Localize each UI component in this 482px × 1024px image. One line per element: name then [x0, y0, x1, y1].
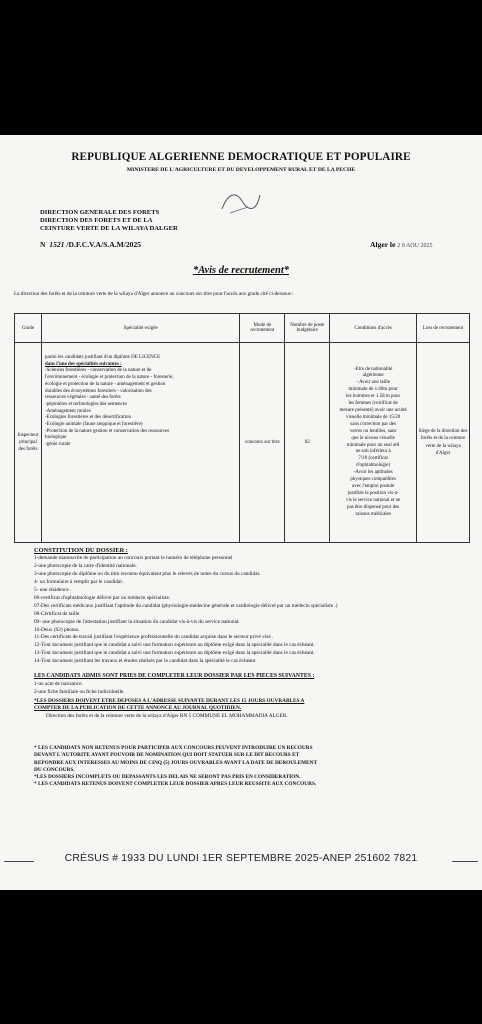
list-item: 2-une photocopie de la carte d'identité nationale.	[34, 562, 137, 569]
publication-footer: CRÉSUS # 1933 DU LUNDI 1ER SEPTEMBRE 2025-ANEP 251602 7821	[64, 853, 418, 864]
depot-section	[34, 698, 304, 720]
admis-title: LES CANDIDATS ADMIS SONT PRIES DE COMPLETER LEUR DOSSIER PAR LES PIECES SUIVANTES :	[34, 673, 315, 679]
list-item: 09- une photocopie de l'attestation justifiant la situation du candidat vis-à-vis du service national.	[34, 618, 240, 625]
document-page	[0, 135, 482, 890]
depot-line-1: *LES DOSSIERS DOIVENT ETRE DEPOSES A L'ADRESSE SUIVANTE DURANT LES 15 JOURS OUVRABLES A	[34, 698, 305, 704]
direction-line-3: CEINTURE VERTE DE LA WILAYA DALGER	[40, 225, 178, 232]
table-row	[15, 343, 470, 543]
list-item: 14-Tout document justifiant les travaux et études réalisés par le candidat dans la spécialité le cas échéant	[34, 658, 256, 665]
list-item: 08-Certificat de taille	[34, 610, 80, 617]
cell-lieu: Siège de la direction des forêts et de la ceinture verte de la wilaya d'Alger	[417, 343, 470, 543]
header-grade: Grade	[15, 314, 42, 343]
direction-line-2: DIRECTION DES FORETS ET DE LA	[40, 217, 153, 224]
recruitment-table	[14, 313, 470, 543]
note-line: REPONDRE AUX INTERESSES AU MOINS DE CINQ (5) JOURS OUVRABLES AVANT LA DATE DE DEROULEMENT	[34, 759, 318, 766]
note-line: * LES CANDIDATS RETENUS DOIVENT COMPLETER LEUR DOSSIER APRES LEUR REUSSITE AUX CONCOURS.	[34, 781, 317, 788]
intro-text: La direction des forêts et de la ceinture verte de la wilaya d'Alger annonce un concours sur titre pour l'accès aux grade cité ci-dessous :	[14, 291, 294, 297]
cell-specialite: parmi les candidats justifiant d'un diplôme DE LICENCE dans l'une des spécialités suivantes : -Sciences forestières - conservation de la nature et de l'environnement - écologie et protection de la nature - foresterie, écologie et protection de la nature - aménagement et gestion durables des écosystèmes forestiers - valorisation des ressources végétales - santé des forêts -pépinières et technologies des semences -Aménagement rurales -Ecologies forestières et des désertification -Ecologie animale (faune steppique et forestière) -Protection de la nature gestion et conservation des ressources biologique -génie rurale	[41, 343, 239, 543]
dossier-section	[34, 547, 338, 666]
cell-mode: concours sur titre	[240, 343, 285, 543]
list-item: 11-Des certificats de travail justifiant l'expérience professionnelle du candidat acquise dans le secteur privé visé .	[34, 634, 274, 641]
list-item: 2-une fiche familiale ou fiche individuelle.	[34, 688, 125, 695]
list-item: 10-Deux (02) photos.	[34, 626, 80, 633]
direction-line-1: DIRECTION GENERALE DES FORETS	[40, 209, 160, 216]
note-line: * LES CANDIDATS NON RETENUS POUR PARTICIPER AUX CONCOURS PEUVENT INTRODUIRE UN RECOURS	[34, 745, 313, 751]
list-item: 12-Tout document justifiant que le candidat a suivi une formation supérieure au diplôme exigé dans la spécialité dans le cas échéant.	[34, 642, 315, 649]
note-line: DU CONCOURS.	[34, 766, 75, 773]
list-item: 06-certificat d'ophtalmologie délivré par un médecin spécialiste.	[34, 594, 171, 601]
signature-mark	[218, 187, 264, 219]
header-specialite: Spécialité exigée	[41, 314, 239, 343]
depot-address: Direction des forêts et de la ceinture verte de la wilaya d'Alger RN 5 COMMUNE EL MOHAMMADIA ALGER.	[46, 712, 288, 719]
notes-section	[34, 745, 317, 789]
list-item: 1-un acte de naissance.	[34, 680, 83, 687]
list-item: 5- une résidence .	[34, 586, 72, 593]
list-item: 07-Des certificats médicaux justifiant l'aptitude du candidat (physiologie-médecine générale et cardiologie délivré par un médecin spécialiste .)	[34, 602, 338, 609]
footer-rule-right	[452, 861, 478, 862]
cell-grade: Inspecteur principal des forêts	[15, 343, 42, 543]
header-conditions: Conditions d'accès	[330, 314, 417, 343]
reference-number: N 1521 /D.F.C.V.A/S.A.M/2025	[40, 240, 142, 249]
note-line: *LES DOSSIERS INCOMPLETS OU DEPASSANTS LES DELAIS NE SERONT PAS PRIS EN CONSIDERATION.	[34, 774, 301, 781]
header-mode: Mode de recrutement	[240, 314, 285, 343]
ministry-heading: MINISTERE DE L'AGRICULTURE ET DU DEVELOPPEMENT RURAL ET DE LA PECHE	[126, 167, 356, 173]
notice-title: *Avis de recrutement*	[192, 265, 290, 276]
list-item: 1-demande manuscrite de participation au concours portant le numéro de téléphone personnel	[34, 554, 233, 561]
place-date: Alger le 2 0 AOU 2025	[370, 240, 433, 249]
list-item: 4- un formulaire à remplir par le candidat .	[34, 578, 125, 585]
table-header-row	[15, 314, 470, 343]
dossier-title: CONSTITUTION DU DOSSIER :	[34, 547, 128, 554]
list-item: 13-Tout document justifiant que le candidat a suivi une formation supérieure au diplôme exigé dans la spécialité dans le cas échéant.	[34, 650, 315, 657]
note-line: DEVANT L'AUTORITE AYANT POUVOIR DE NOMINATION QUI DOIT STATUER SUR LE DIT RECOURS ET	[34, 752, 300, 759]
republic-heading: REPUBLIQUE ALGERIENNE DEMOCRATIQUE ET POPULAIRE	[71, 151, 411, 163]
cell-conditions: -Etre de nationalité algérienne - Avoir une taille minimale de 1.60m pour les hommes et 1.58 m pour les femmes (certificat de mesure présenté) avoir une acuité visuelle minimale de 15/20 sans correction par des verres ou lentilles, sans que le niveau visuelle minimale pour un seul œil ne soit inférieur à 7/10 (certificat d'ophtalmologie) -Avoir les aptitudes physiques compatibles avec l'emploi postulé justifiée la position vis-à- vis le service national et ne pas être dispensé pour des raisons médicales	[330, 343, 417, 543]
admis-section	[34, 673, 314, 697]
list-item: 3-une photocopie du diplôme ou du titre reconnu équivalent plus le relevés de notes du cursus du candidat.	[34, 570, 261, 577]
header-lieu: Lieu de recrutement	[417, 314, 470, 343]
header-postes: Nombre de poste budgétaire	[285, 314, 330, 343]
depot-line-2: COMPTER DE LA PUBLICATION DE CETTE ANNONCE AU JOURNAL QUOTIDIEN.	[34, 705, 242, 712]
cell-postes: 02	[285, 343, 330, 543]
